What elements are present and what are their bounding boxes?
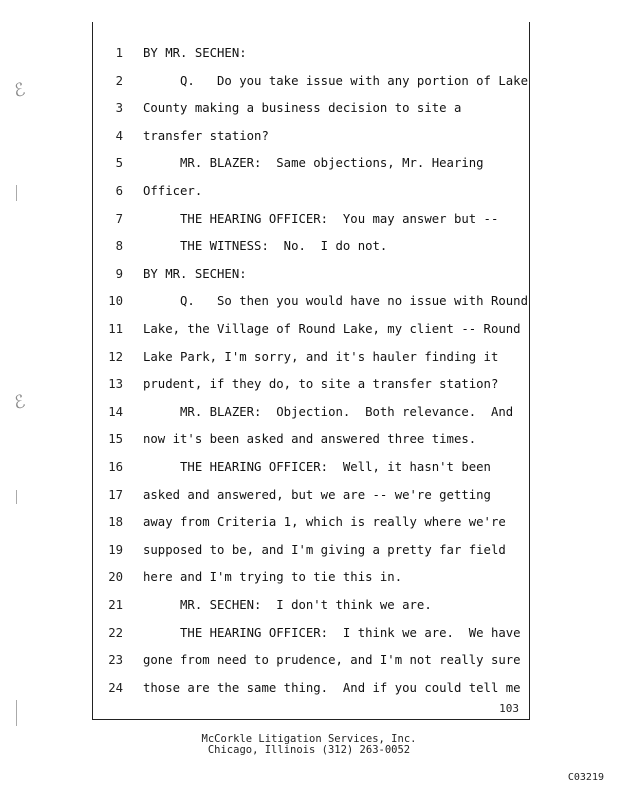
line-text: here and I'm trying to tie this in.: [143, 570, 403, 585]
line-text: away from Criteria 1, which is really where we're: [143, 515, 506, 530]
margin-tick: [16, 700, 17, 726]
line-number: 8: [115, 239, 123, 254]
line-text: Lake Park, I'm sorry, and it's hauler finding it: [143, 349, 499, 364]
transcript-line: [93, 567, 531, 587]
line-text: Lake, the Village of Round Lake, my client -- Round: [143, 322, 521, 336]
transcript-line: [93, 153, 531, 173]
line-text: Q. Do you take issue with any portion of Lake: [143, 73, 528, 88]
line-number: 19: [108, 542, 123, 557]
line-text: THE HEARING OFFICER: Well, it hasn't been: [143, 460, 491, 474]
transcript-line: [93, 595, 531, 615]
line-text: THE WITNESS: No. I do not.: [143, 239, 388, 254]
line-text: MR. BLAZER: Same objections, Mr. Hearing: [143, 156, 484, 171]
transcript-line: [93, 209, 531, 229]
bates-number: C03219: [567, 772, 604, 783]
line-number: 21: [108, 598, 123, 612]
transcript-line: [93, 457, 531, 477]
line-number: 6: [115, 184, 123, 198]
transcript-line: [93, 512, 531, 532]
transcript-line: [93, 402, 531, 422]
line-number: 20: [108, 570, 123, 585]
transcript-page: [92, 22, 530, 720]
transcript-line: [93, 43, 531, 63]
footer-address: Chicago, Illinois (312) 263-0052: [207, 744, 411, 756]
line-text: those are the same thing. And if you could tell me: [143, 680, 521, 695]
line-number: 12: [108, 349, 123, 364]
line-text: THE HEARING OFFICER: You may answer but --: [143, 211, 499, 226]
transcript-line: [93, 485, 531, 505]
margin-tick: [16, 185, 17, 201]
line-number: 14: [108, 404, 123, 419]
line-number: 1: [115, 46, 123, 60]
line-text: transfer station?: [143, 128, 269, 143]
transcript-line: [93, 264, 531, 284]
line-number: 18: [108, 515, 123, 530]
transcript-line: [93, 347, 531, 367]
line-text: MR. BLAZER: Objection. Both relevance. And: [143, 404, 514, 419]
margin-scribble: ℰ: [11, 78, 28, 103]
line-number: 22: [108, 625, 123, 640]
line-number: 17: [108, 487, 123, 502]
transcript-line: [93, 540, 531, 560]
footer-company: McCorkle Litigation Services, Inc.: [201, 733, 417, 745]
line-text: THE HEARING OFFICER: I think we are. We have: [143, 625, 521, 640]
line-text: prudent, if they do, to site a transfer station?: [143, 377, 499, 392]
margin-tick: [16, 490, 17, 504]
line-number: 5: [115, 156, 123, 171]
footer: [0, 734, 618, 756]
line-number: 11: [108, 322, 123, 336]
page-number: 103: [499, 702, 519, 715]
line-number: 13: [108, 377, 123, 392]
transcript-line: [93, 650, 531, 670]
transcript-line: [93, 98, 531, 118]
transcript-line: [93, 623, 531, 643]
transcript-line: [93, 181, 531, 201]
line-text: gone from need to prudence, and I'm not really sure: [143, 653, 521, 668]
line-number: 23: [108, 653, 123, 668]
line-text: BY MR. SECHEN:: [143, 266, 247, 281]
line-text: Q. So then you would have no issue with Round: [143, 294, 528, 309]
line-text: supposed to be, and I'm giving a pretty far field: [143, 542, 506, 557]
transcript-line: [93, 291, 531, 311]
margin-scribble: ℰ: [11, 390, 28, 415]
line-text: now it's been asked and answered three times.: [143, 432, 477, 447]
transcript-line: [93, 71, 531, 91]
transcript-line: [93, 126, 531, 146]
line-text: asked and answered, but we are -- we're getting: [143, 487, 491, 502]
line-number: 2: [115, 73, 123, 88]
transcript-line: [93, 319, 531, 339]
line-text: BY MR. SECHEN:: [143, 46, 247, 60]
line-number: 7: [115, 211, 123, 226]
line-number: 4: [115, 128, 123, 143]
line-number: 10: [108, 294, 123, 309]
line-number: 9: [115, 266, 123, 281]
line-text: Officer.: [143, 184, 203, 198]
transcript-line: [93, 374, 531, 394]
line-text: County making a business decision to site a: [143, 101, 462, 116]
line-number: 3: [115, 101, 123, 116]
line-number: 16: [108, 460, 123, 474]
transcript-line: [93, 236, 531, 256]
line-number: 24: [108, 680, 123, 695]
line-number: 15: [108, 432, 123, 447]
transcript-line: [93, 678, 531, 698]
transcript-line: [93, 429, 531, 449]
line-text: MR. SECHEN: I don't think we are.: [143, 598, 432, 612]
